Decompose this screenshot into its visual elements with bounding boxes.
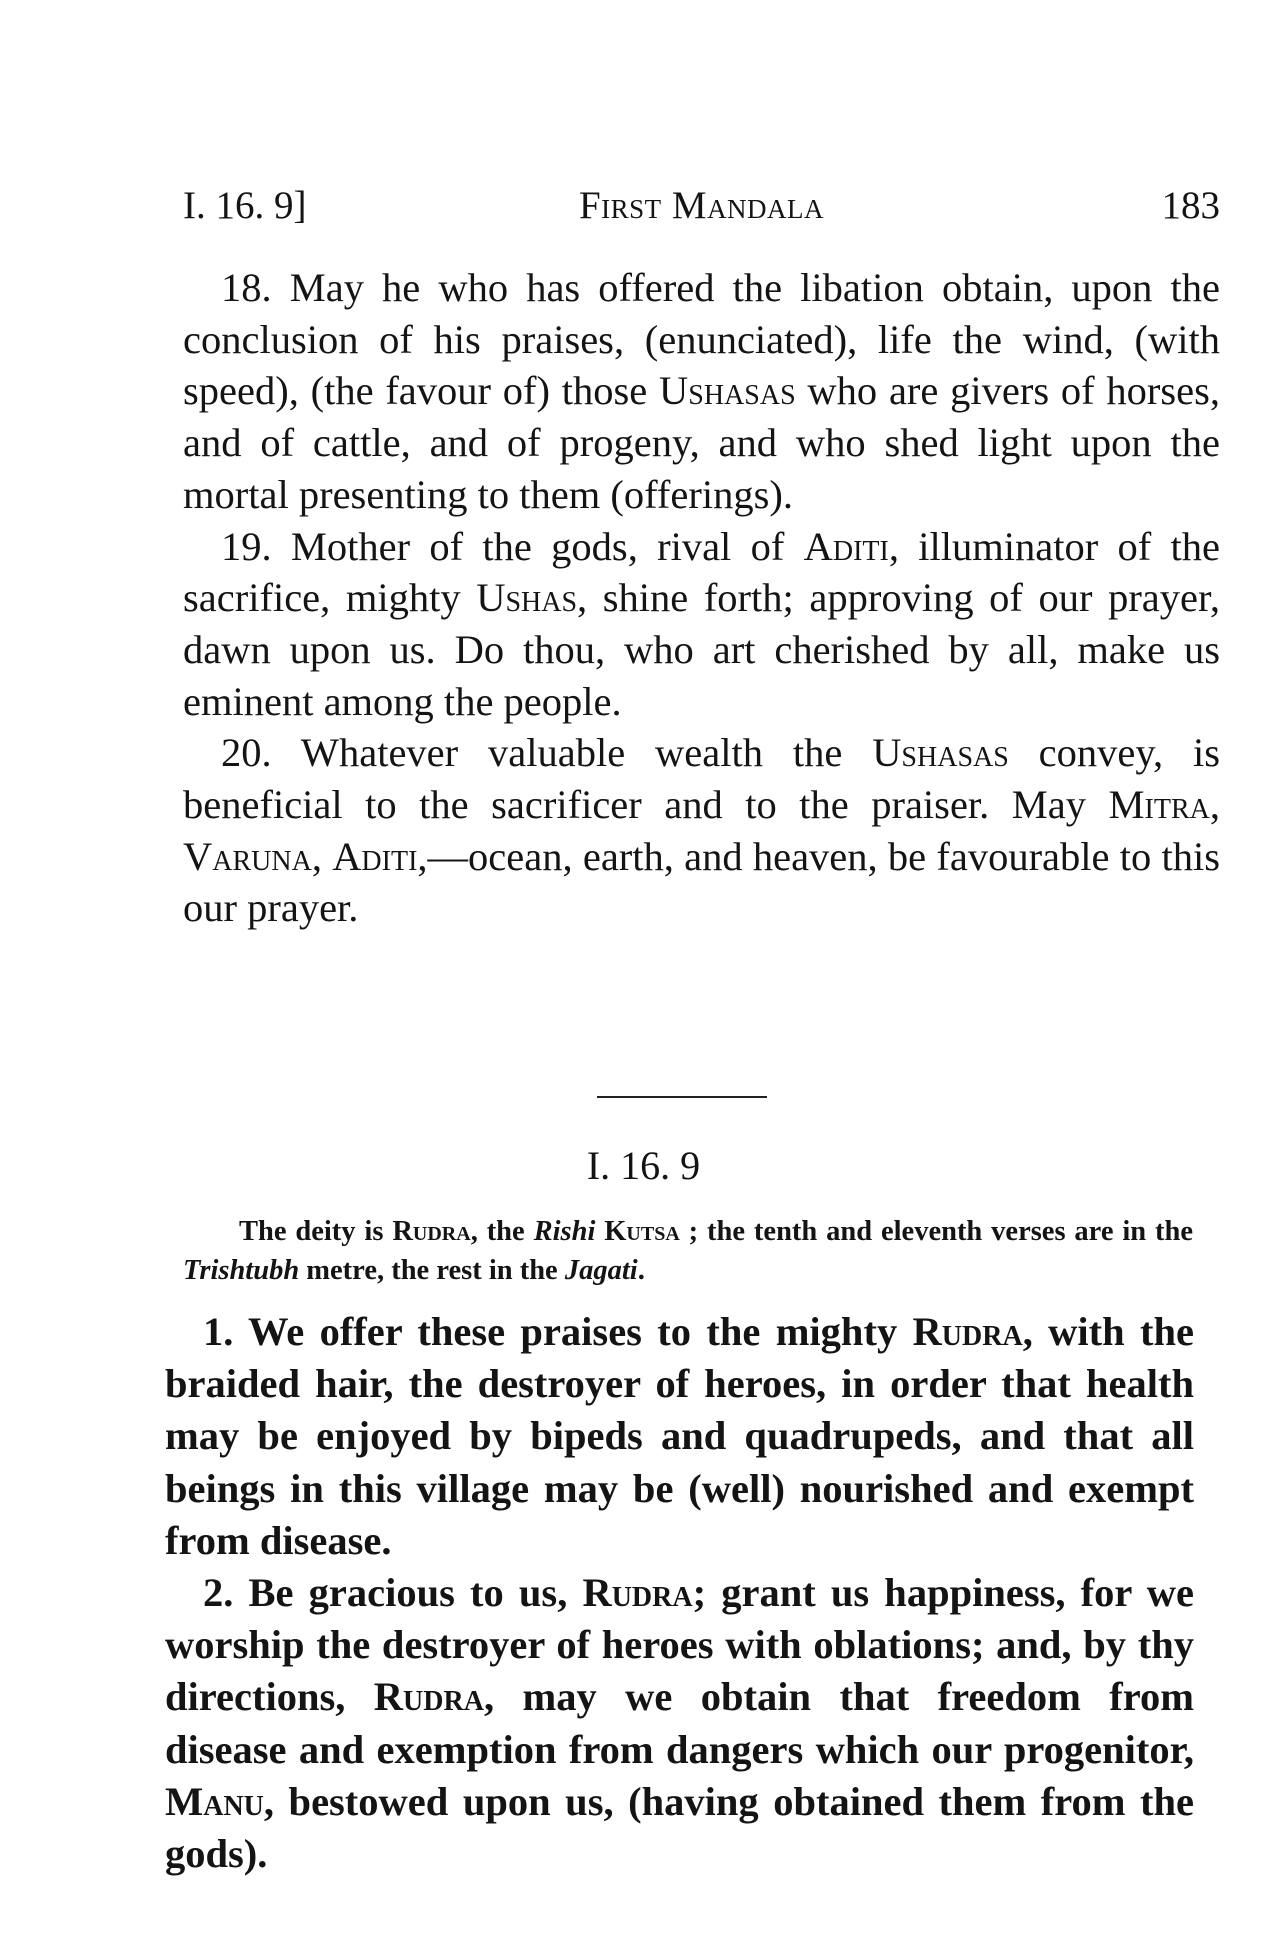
text-run: May he who has offered the libation obtain, upon the conclusion of his praises, (enunciated), life the wind, (with speed), (the favour of) those: [183, 265, 1220, 414]
verse-18: [183, 262, 1220, 521]
text-run: We offer these praises to the mighty: [233, 1309, 913, 1354]
verses-top: [183, 262, 1220, 934]
proper-name: Ushasas: [872, 730, 1009, 776]
text-run: , may we obtain that freedom from disease and exemption from dangers which our progenitor,: [165, 1674, 1194, 1772]
text-run: metre, the rest in the: [299, 1255, 565, 1286]
text-run: Whatever valuable wealth the: [271, 730, 873, 776]
verse-number: 2.: [203, 1570, 234, 1616]
verse-20: [183, 727, 1220, 934]
proper-name: Ushasas: [659, 368, 796, 414]
text-run: , shine forth; approving of our prayer, dawn upon us. Do thou, who art cherished by all, make us eminent among the people.: [183, 575, 1220, 724]
text-run: .: [637, 1255, 645, 1286]
proper-name: Rudra: [392, 1216, 471, 1247]
verse-number: 19.: [221, 523, 272, 569]
hymn-reference: I. 16. 9: [586, 1143, 701, 1188]
text-run: ,—ocean, earth, and heaven, be favourable to this our prayer.: [183, 833, 1221, 931]
section-divider: [597, 1096, 767, 1098]
hymn-headnote: [183, 1212, 1193, 1290]
verse-number: 20.: [221, 730, 272, 776]
running-head: [183, 180, 1220, 232]
text-run: ; grant us happiness, for we worship the destroyer of heroes with oblations; and, by thy directions,: [165, 1570, 1195, 1720]
text-run: convey, is beneficial to the sacrificer and to the praiser. May: [183, 730, 1220, 828]
verse-1: [165, 1306, 1194, 1567]
verse-number: 18.: [221, 265, 272, 310]
text-run: ,: [311, 833, 333, 879]
text-run: who are givers of horses, and of cattle, and of progeny, and who shed light upon the mortal presenting to them (offerings).: [183, 368, 1221, 517]
verse-19: [183, 521, 1220, 728]
verse-2: [165, 1567, 1194, 1880]
proper-name: Rudra: [582, 1570, 693, 1616]
proper-name: Aditi: [332, 833, 418, 879]
text-run: Mother of the gods, rival of: [271, 523, 804, 569]
proper-name: Mitra: [1108, 782, 1210, 828]
proper-name: Varuna: [183, 833, 312, 879]
text-run: ,: [1209, 782, 1220, 828]
headnote-text: [183, 1212, 1193, 1290]
text-run: , with the braided hair, the destroyer of heroes, in order that health may be enjoyed by bipeds and quadrupeds, and that all beings in this village may be (well) nourished and exempt from disease.: [165, 1309, 1195, 1563]
proper-name: Rudra: [912, 1309, 1023, 1354]
verses-bottom: [165, 1306, 1194, 1880]
proper-name: Ushas: [476, 575, 578, 621]
text-run: The deity is: [239, 1216, 393, 1247]
italic-term: Jagati: [564, 1255, 638, 1286]
section-reference: I. 16. 9]: [183, 184, 307, 227]
text-run: ; the tenth and eleventh verses are in the: [679, 1216, 1193, 1247]
text-run: , the: [470, 1216, 534, 1247]
italic-term: Trishtubh: [183, 1255, 300, 1286]
proper-name: Aditi: [803, 523, 889, 569]
running-title: First Mandala: [578, 184, 825, 227]
text-run: , illuminator of the sacrifice, mighty: [183, 523, 1220, 621]
text-run: [595, 1216, 604, 1247]
text-run: , bestowed upon us, (having obtained them from the gods).: [165, 1778, 1194, 1877]
italic-term: Rishi: [533, 1216, 596, 1247]
page-number: 183: [1161, 184, 1220, 227]
proper-name: Manu: [165, 1778, 264, 1824]
verse-number: 1.: [203, 1309, 234, 1354]
proper-name: Rudra: [373, 1674, 484, 1720]
text-run: Be gracious to us,: [233, 1570, 583, 1616]
proper-name: Kutsa: [604, 1216, 680, 1247]
